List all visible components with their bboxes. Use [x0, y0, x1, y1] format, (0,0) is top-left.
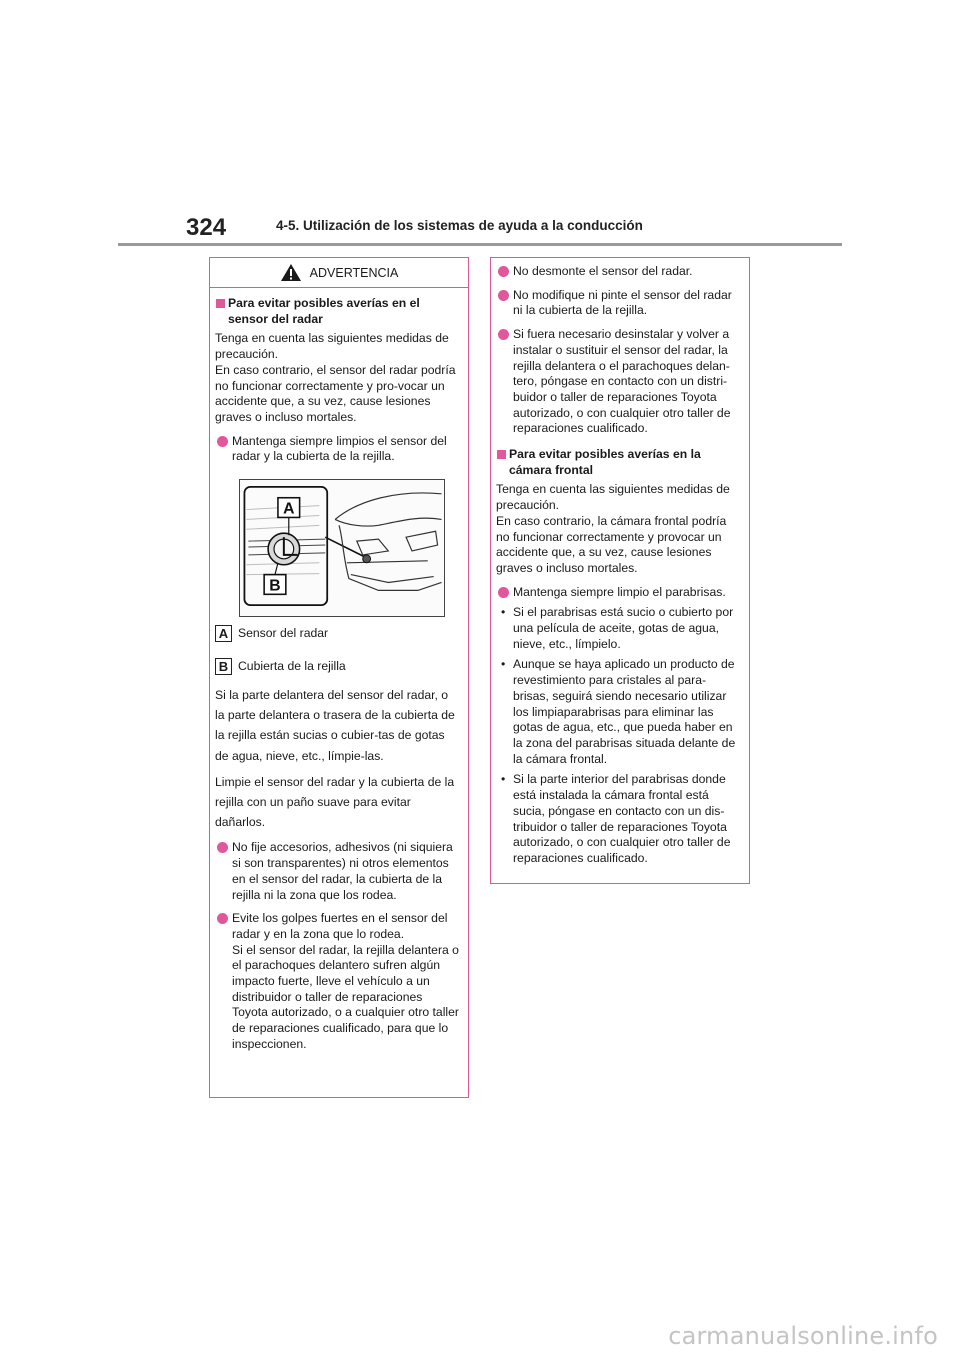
legend-key: B [215, 658, 232, 675]
callout-b-label: B [269, 577, 281, 595]
warning-title: ADVERTENCIA [309, 265, 399, 280]
legend-key: A [215, 625, 232, 642]
section-title: 4-5. Utilización de los sistemas de ayuda a la conducción [276, 218, 643, 233]
subhead-text: Para evitar posibles averías en la cámara frontal [509, 447, 701, 477]
bullet-item [496, 585, 740, 601]
dash-text: Aunque se haya aplicado un producto de revestimiento para cristales al para-brisas, seguirá siendo necesario utilizar los limpiaparabrisas para eliminar las gotas de agua, etc., que pueda haber en la zona del parabrisas situada delante de la cámara frontal. [513, 657, 736, 766]
car-front-illustration [240, 480, 444, 616]
paragraph: Si la parte delantera del sensor del radar, o la parte delantera o trasera de la cubierta de la rejilla están sucias o cubier-tas de gotas de agua, nieve, etc., límpie-las. [215, 688, 455, 763]
legend-row [215, 658, 459, 675]
subhead-radar [215, 296, 459, 327]
dash-text: Si la parte interior del parabrisas donde está instalada la cámara frontal está sucia, póngase en contacto con un dis-tribuidor o taller de reparaciones Toyota autorizado, o con cualquier otro taller de reparaciones cualificado. [513, 772, 731, 865]
header-divider [118, 243, 842, 246]
dash-text: Si el parabrisas está sucio o cubierto por una película de aceite, gotas de agua, nieve, etc., límpielo. [513, 605, 734, 651]
legend-label: Cubierta de la rejilla [238, 658, 346, 673]
dash-item [496, 657, 740, 767]
radar-sensor-figure [239, 479, 445, 617]
warning-box-right [490, 257, 750, 884]
bullet-text: No fije accesorios, adhesivos (ni siquiera si son transparentes) ni otros elementos en el sensor del radar, la cubierta de la rejilla ni la zona que los rodea. [232, 840, 453, 902]
bullet-item [215, 840, 459, 903]
circle-bullet-icon [217, 436, 228, 447]
square-bullet-icon [497, 450, 506, 459]
bullet-text: Evite los golpes fuertes en el sensor del radar y en la zona que lo rodea. Si el sensor del radar, la rejilla delantera o el parachoques delantero sufren algún impacto fuerte, lleve el vehículo a un distribuidor o taller de reparaciones Toyota autorizado, o a cualquier otro taller de reparaciones cualificado, para que lo inspeccionen. [232, 911, 459, 1051]
dash-bullet-icon: • [501, 772, 506, 787]
intro-camera [496, 482, 740, 576]
subhead-text: Para evitar posibles averías en el sensor del radar [228, 296, 420, 326]
intro-text: Tenga en cuenta las siguientes medidas de precaución. En caso contrario, la cámara frontal podría no funcionar correctamente y provocar un accidente que, a su vez, cause lesiones graves o incluso mortales. [496, 482, 730, 575]
page-number: 324 [186, 214, 227, 241]
circle-bullet-icon [217, 913, 228, 924]
intro-text: Tenga en cuenta las siguientes medidas de precaución. En caso contrario, el sensor del radar podría no funcionar correctamente y pro-vocar un accidente que, a su vez, cause lesiones graves o incluso mortales. [215, 331, 456, 424]
warning-header [210, 258, 468, 288]
bullet-text: Si fuera necesario desinstalar y volver a instalar o sustituir el sensor del radar, la rejilla delantera o el parachoques delan-tero, póngase en contacto con un distri-buidor o taller de reparaciones Toyota autorizado, o con cualquier otro taller de reparaciones cualificado. [513, 327, 731, 436]
bullet-item [496, 288, 740, 319]
bullet-item [496, 327, 740, 437]
callout-a-label: A [283, 500, 295, 518]
legend-row [215, 625, 459, 642]
dash-item [496, 772, 740, 866]
circle-bullet-icon [498, 587, 509, 598]
dash-item [496, 605, 740, 652]
dash-bullet-icon: • [501, 657, 506, 672]
circle-bullet-icon [498, 266, 509, 277]
intro-radar [215, 331, 459, 425]
circle-bullet-icon [498, 290, 509, 301]
bullet-item [496, 264, 740, 280]
bullet-item [215, 434, 459, 465]
square-bullet-icon [216, 299, 225, 308]
bullet-item [215, 911, 459, 1052]
subhead-camera [496, 447, 740, 478]
circle-bullet-icon [217, 842, 228, 853]
dash-bullet-icon: • [501, 605, 506, 620]
bullet-text: Mantenga siempre limpio el parabrisas. [513, 584, 726, 599]
legend-label: Sensor del radar [238, 625, 329, 640]
bullet-text: Mantenga siempre limpios el sensor del radar y la cubierta de la rejilla. [232, 433, 447, 464]
bullet-text: No desmonte el sensor del radar. [513, 264, 693, 278]
paragraph: Limpie el sensor del radar y la cubierta de la rejilla con un paño suave para evitar dañarlos. [215, 774, 455, 830]
circle-bullet-icon [498, 329, 509, 340]
warning-box-left [209, 257, 469, 1098]
footer-watermark: carmanualsonline.info [668, 1322, 938, 1350]
bullet-text: No modifique ni pinte el sensor del radar ni la cubierta de la rejilla. [513, 287, 732, 318]
warning-triangle-icon [280, 263, 302, 282]
